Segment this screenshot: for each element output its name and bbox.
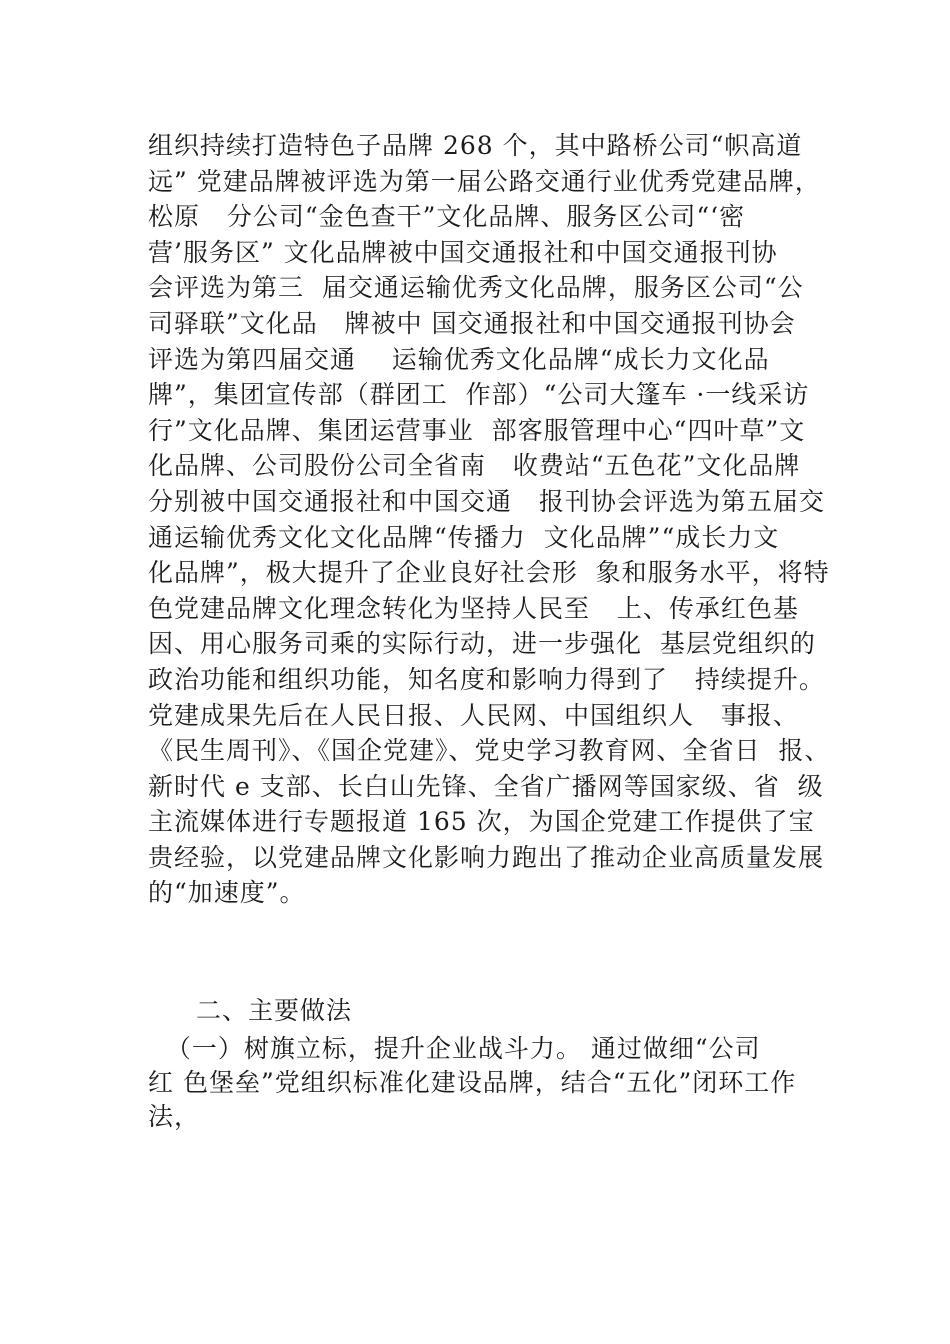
paragraph-line: 会评选为第三 届交通运输优秀文化品牌，服务区公司“公 <box>148 273 804 303</box>
paragraph-line: 营’服务区” 文化品牌被中国交通报社和中国交通报刊协 <box>148 237 778 267</box>
paragraph-line: 色党建品牌文化理念转化为坚持人民至 上、传承红色基 <box>148 593 799 623</box>
body-paragraph <box>148 128 831 911</box>
paragraph-line: 通运输优秀文化文化品牌“传播力 文化品牌”“成长力文 <box>148 522 780 552</box>
subsection-paragraph <box>148 1032 828 1134</box>
paragraph-line: 评选为第四届交通 运输优秀文化品牌“成长力文化品 <box>148 344 770 374</box>
paragraph-line: 贵经验，以党建品牌文化影响力跑出了推动企业高质量发展 <box>148 842 825 872</box>
paragraph-line: 法， <box>148 1102 201 1131</box>
paragraph-line: 党建成果先后在人民日报、人民网、中国组织人 事报、 <box>148 700 799 730</box>
paragraph-line: （一）树旗立标，提升企业战斗力。 通过做细“公司 <box>148 1034 761 1063</box>
paragraph-line: 化品牌”，极大提升了企业良好社会形 象和服务水平，将特 <box>148 558 830 588</box>
paragraph-line: 化品牌、公司股份公司全省南 收费站“五色花”文化品牌 <box>148 451 801 481</box>
paragraph-line: 松原 分公司“金色查干”文化品牌、服务区公司“‘密 <box>148 202 746 232</box>
paragraph-line: 分别被中国交通报社和中国交通 报刊协会评选为第五届交 <box>148 486 825 516</box>
paragraph-line: 新时代 e 支部、长白山先锋、全省广播网等国家级、省 级 <box>148 771 824 801</box>
paragraph-line: 主流媒体进行专题报道 165 次，为国企党建工作提供了宝 <box>148 807 815 837</box>
paragraph-line: 组织持续打造特色子品牌 268 个，其中路桥公司“帜高道 <box>148 131 803 160</box>
paragraph-line: 《民生周刊》、《国企党建》、党史学习教育网、全省日 报、 <box>148 736 831 766</box>
paragraph-line: 司驿联”文化品 牌被中 国交通报社和中国交通报刊协会 <box>148 308 796 338</box>
paragraph-line: 的“加速度”。 <box>148 878 306 908</box>
paragraph-line: 因、用心服务司乘的实际行动，进一步强化 基层党组织的 <box>148 629 816 659</box>
paragraph-line: 红 色堡垒”党组织标准化建设品牌，结合“五化”闭环工作 <box>148 1068 797 1097</box>
section-heading: 二、主要做法 <box>196 996 353 1025</box>
paragraph-line: 远” 党建品牌被评选为第一届公路交通行业优秀党建品牌， <box>148 166 821 196</box>
paragraph-line: 政治功能和组织功能，知名度和影响力得到了 持续提升。 <box>148 664 825 694</box>
paragraph-line: 牌”，集团宣传部（群团工 作部）“公司大篷车 ·一线采访 <box>148 380 810 410</box>
paragraph-line: 行”文化品牌、集团运营事业 部客服管理中心“四叶草”文 <box>148 415 806 445</box>
